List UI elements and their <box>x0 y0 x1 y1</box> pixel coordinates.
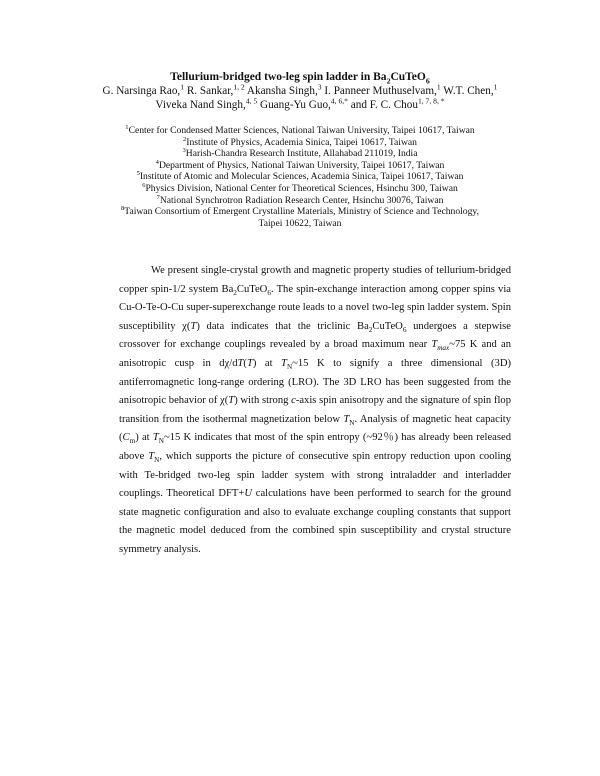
affiliation: $^3$Harish-Chandra Research Institute, Allahabad 211019, India <box>182 147 418 160</box>
author: I. Panneer Muthuselvam,$^1$ <box>324 82 441 97</box>
author: Akansha Singh,$^3$ <box>246 82 322 97</box>
affiliation: $^1$Center for Condensed Matter Sciences, National Taiwan University, Taipei 10617, Taiwan <box>125 123 475 136</box>
author: R. Sankar,$^{1, 2}$ <box>186 82 245 97</box>
author: and F. C. Chou$^{1, 7, 8, *}$ <box>350 96 445 111</box>
author: G. Narsinga Rao,$^1$ <box>102 82 185 97</box>
paper-title: Tellurium-bridged two-leg spin ladder in $Ba_2CuTeO_6$ <box>170 71 430 86</box>
author-list <box>0 84 600 112</box>
affiliation: $^5$Institute of Atomic and Molecular Sciences, Academia Sinica, Taipei 10617, Taiwan <box>136 170 464 183</box>
affiliation: $^4$Department of Physics, National Taiwan University, Taipei 10617, Taiwan <box>155 158 445 171</box>
author: Viveka Nand Singh,$^{4, 5}$ <box>155 96 258 111</box>
affiliation: $^7$National Synchrotron Radiation Research Center, Hsinchu 30076, Taiwan <box>156 193 444 206</box>
abstract-paragraph: We present single-crystal growth and magnetic property studies of tellurium-bridged copper spin-1/2 system $Ba_2CuTeO_6$. The spin-exchange interaction among copper spins via Cu-O-Te-O-Cu super-superexchange route leads to a novel two-leg spin ladder system. Spin susceptibility χ(T) data indicates that the triclinic $Ba_2CuTeO_6$ undergoes a stepwise crossover for exchange couplings revealed by a broad maximum near $T_{max}\sim 75$ K and an anisotropic cusp in dχ/dT(T) at $T_N\sim 15$ K to signify a three dimensional (3D) antiferromagnetic long-range ordering (LRO). The 3D LRO has been suggested from the anisotropic behavior of χ(T) with strong c-axis spin anisotropy and the signature of spin flop transition from the isothermal magnetization below $T_N$. Analysis of magnetic heat capacity $(C_m)$ at $T_N\sim 15$ K indicates that most of the spin entropy (~92％) has already been released above $T_N$, which supports the picture of consecutive spin entropy reduction upon cooling with Te-bridged two-leg spin ladder system with strong intraladder and interladder couplings. Theoretical DFT+U calculations have been performed to search for the ground state magnetic configuration and also to evaluate exchange coupling constants that support the magnetic model deduced from the combined spin susceptibility and crystal structure symmetry analysis. <box>119 265 512 555</box>
affiliation: Taipei 10622, Taiwan <box>258 217 342 229</box>
affiliation: $^6$Physics Division, National Center for Theoretical Sciences, Hsinchu 300, Taiwan <box>142 181 458 194</box>
author: W.T. Chen,$^1$ <box>443 82 498 97</box>
affiliation: $^2$Institute of Physics, Academia Sinica, Taipei 10617, Taiwan <box>183 135 417 148</box>
author: Guang-Yu Guo,$^{4, 6,*}$ <box>260 96 348 111</box>
affiliation: $^8$Taiwan Consortium of Emergent Crystalline Materials, Ministry of Science and Technology, <box>121 204 479 218</box>
affiliation-list <box>0 125 600 229</box>
